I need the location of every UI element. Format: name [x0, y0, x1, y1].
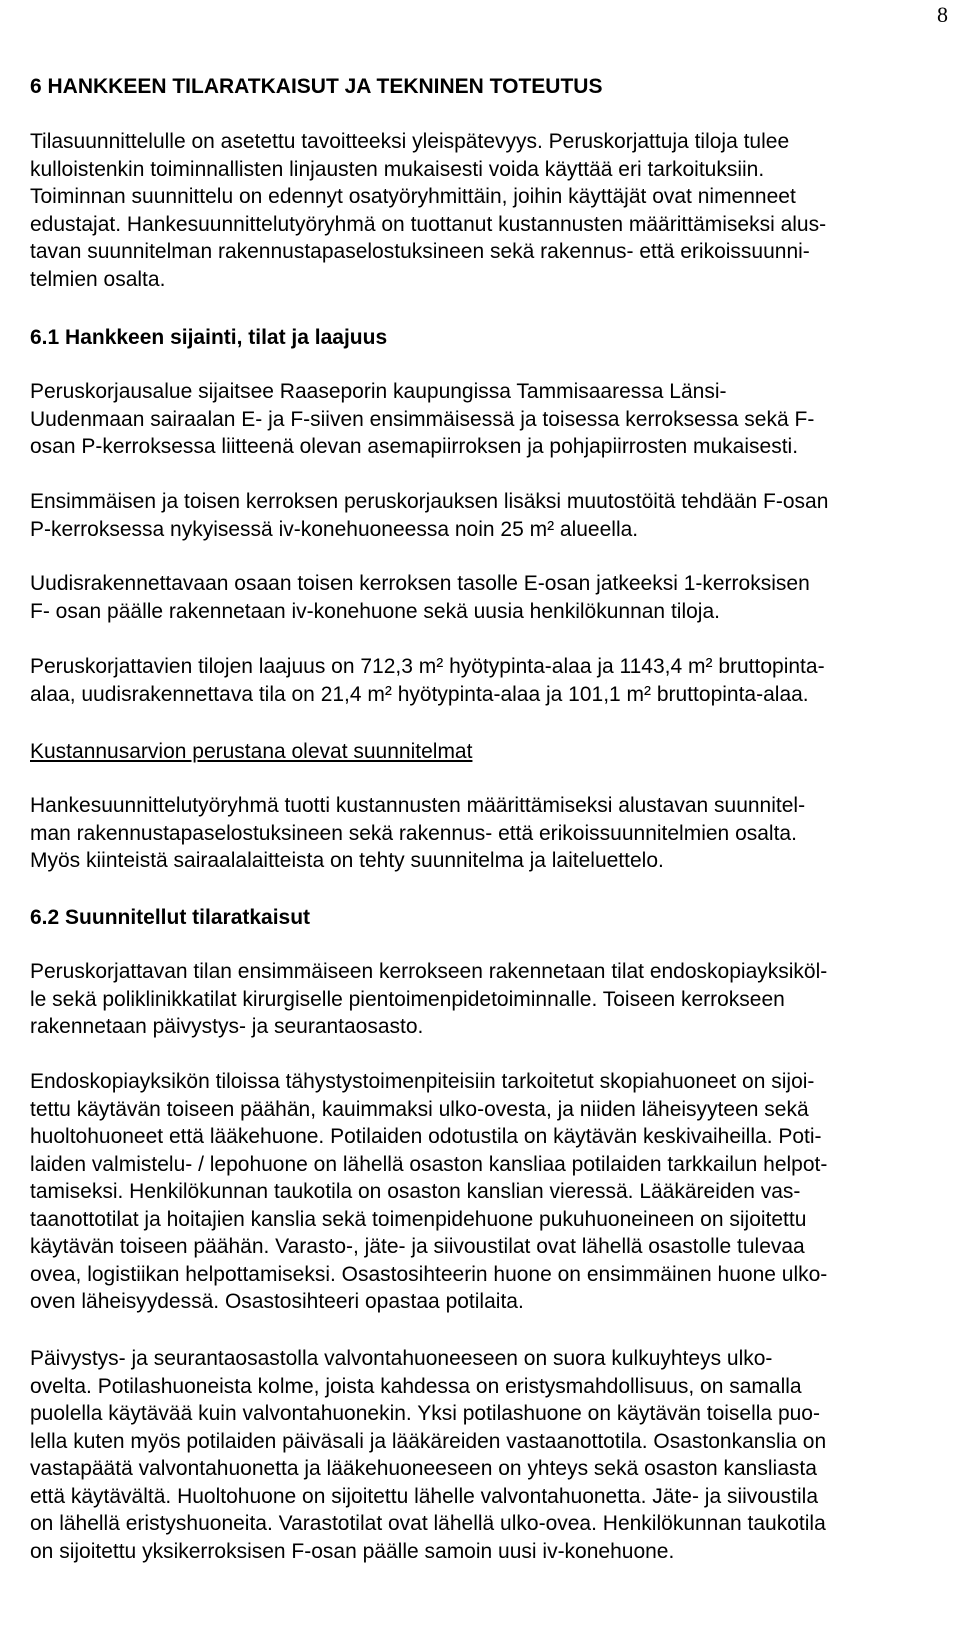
text-line: edustajat. Hankesuunnittelutyöryhmä on tuottanut kustannusten määrittämiseksi alus- — [30, 212, 827, 236]
text-line: Uudisrakennettavaan osaan toisen kerroksen tasolle E-osan jatkeeksi 1-kerroksisen — [30, 572, 810, 595]
text-line: Peruskorjattavien tilojen laajuus on 712,3 m² hyötypinta-alaa ja 1143,4 m² bruttopinta- — [30, 655, 825, 678]
text-line: on lähellä eristyshuoneita. Varastotilat ovat lähellä ulko-ovea. Henkilökunnan taukotila — [30, 1512, 826, 1535]
text-line: tettu käytävän toiseen päähän, kauimmaksi ulko-ovesta, ja niiden läheisyyteen sekä — [30, 1097, 809, 1121]
section-6-2-heading: 6.2 Suunnitellut tilaratkaisut — [30, 906, 311, 929]
paragraph — [30, 1068, 950, 1316]
text-line: lella kuten myös potilaiden päiväsali ja lääkäreiden vastaanottotila. Osastonkanslia on — [30, 1429, 827, 1453]
text-line: Ensimmäisen ja toisen kerroksen peruskorjauksen lisäksi muutostöitä tehdään F-osan — [30, 490, 829, 513]
paragraph — [30, 570, 950, 625]
text-line: taanottotilat ja hoitajien kanslia sekä toimenpidehuone pukuhuoneineen on sijoitettu — [30, 1207, 807, 1231]
text-line: on sijoitettu yksikerroksisen F-osan päälle samoin uusi iv-konehuone. — [30, 1539, 675, 1563]
text-line: käytävän toiseen päähän. Varasto-, jäte- ja siivoustilat ovat lähellä osastolle tulevaa — [30, 1235, 805, 1258]
text-line: huoltohuoneet että lääkehuone. Potilaiden odotustila on käytävän keskivaiheilla. Poti- — [30, 1125, 822, 1148]
section-6-1-heading: 6.1 Hankkeen sijainti, tilat ja laajuus — [30, 326, 388, 349]
text-line: ovelta. Potilashuoneista kolme, joista kahdessa on eristysmahdollisuus, on samalla — [30, 1374, 802, 1398]
text-line: ovea, logistiikan helpottamiseksi. Osastosihteerin huone on ensimmäinen huone ulko- — [30, 1262, 828, 1286]
text-line: man rakennustapaselostuksineen sekä rakennus- että erikoissuunnitelmien osalta. — [30, 821, 797, 845]
text-line: tavan suunnitelman rakennustapaselostuksineen sekä rakennus- että erikoissuunni- — [30, 240, 810, 263]
text-line: le sekä poliklinikkatilat kirurgiselle pientoimenpidetoiminnalle. Toiseen kerrokseen — [30, 987, 785, 1011]
text-line: Uudenmaan sairaalan E- ja F-siiven ensimmäisessä ja toisessa kerroksessa sekä F- — [30, 407, 815, 431]
text-line: telmien osalta. — [30, 267, 166, 291]
text-line: Myös kiinteistä sairaalalaitteista on tehty suunnitelma ja laiteluettelo. — [30, 849, 664, 872]
text-line: puolella käytävää kuin valvontahuonekin. Yksi potilashuone on käytävän toisella puo- — [30, 1402, 820, 1425]
paragraph — [30, 792, 950, 875]
paragraph — [30, 958, 950, 1041]
text-line: laiden valmistelu- / lepohuone on lähellä osaston kansliaa potilaiden tarkkailun helpot- — [30, 1152, 828, 1176]
intro-paragraph — [30, 128, 950, 293]
paragraph — [30, 653, 950, 708]
text-line: Tilasuunnittelulle on asetettu tavoitteeksi yleispätevyys. Peruskorjattuja tiloja tulee — [30, 130, 790, 153]
text-line: rakennetaan päivystys- ja seurantaosasto. — [30, 1015, 424, 1038]
text-line: P-kerroksessa nykyisessä iv-konehuoneessa noin 25 m² alueella. — [30, 517, 639, 541]
text-line: osan P-kerroksessa liitteenä olevan asemapiirroksen ja pohjapiirrosten mukaisesti. — [30, 435, 799, 458]
page-number: 8 — [937, 2, 948, 27]
text-line: vastapäätä valvontahuonetta ja lääkehuoneeseen on yhteys sekä osaston kansliasta — [30, 1457, 817, 1480]
text-line: tamiseksi. Henkilökunnan taukotila on osaston kanslian vieressä. Lääkäreiden vas- — [30, 1180, 801, 1203]
text-line: Peruskorjausalue sijaitsee Raaseporin kaupungissa Tammisaaressa Länsi- — [30, 380, 727, 403]
text-line: että käytävältä. Huoltohuone on sijoitettu lähelle valvontahuonetta. Jäte- ja siivoustila — [30, 1484, 818, 1508]
text-line: oven läheisyydessä. Osastosihteeri opastaa potilaita. — [30, 1290, 524, 1313]
text-line: F- osan päälle rakennetaan iv-konehuone sekä uusia henkilökunnan tiloja. — [30, 599, 720, 623]
text-line: Päivystys- ja seurantaosastolla valvontahuoneeseen on suora kulkuyhteys ulko- — [30, 1347, 773, 1370]
text-line: Hankesuunnittelutyöryhmä tuotti kustannusten määrittämiseksi alustavan suunnitel- — [30, 794, 806, 817]
text-line: Peruskorjattavan tilan ensimmäiseen kerrokseen rakennetaan tilat endoskopiayksiköl- — [30, 960, 828, 983]
plans-subheading: Kustannusarvion perustana olevat suunnitelmat — [30, 740, 473, 763]
text-line: Toiminnan suunnittelu on edennyt osatyöryhmittäin, joihin käyttäjät ovat nimenneet — [30, 185, 796, 208]
paragraph — [30, 1345, 950, 1565]
text-line: kulloistenkin toiminnallisten linjausten mukaisesti voida käyttää eri tarkoituksiin. — [30, 157, 765, 181]
paragraph — [30, 488, 950, 543]
paragraph — [30, 378, 950, 461]
main-heading: 6 HANKKEEN TILARATKAISUT JA TEKNINEN TOTEUTUS — [30, 75, 603, 98]
text-line: Endoskopiayksikön tiloissa tähystystoimenpiteisiin tarkoitetut skopiahuoneet on sijoi- — [30, 1070, 815, 1093]
text-line: alaa, uudisrakennettava tila on 21,4 m² hyötypinta-alaa ja 101,1 m² bruttopinta-alaa. — [30, 682, 809, 706]
